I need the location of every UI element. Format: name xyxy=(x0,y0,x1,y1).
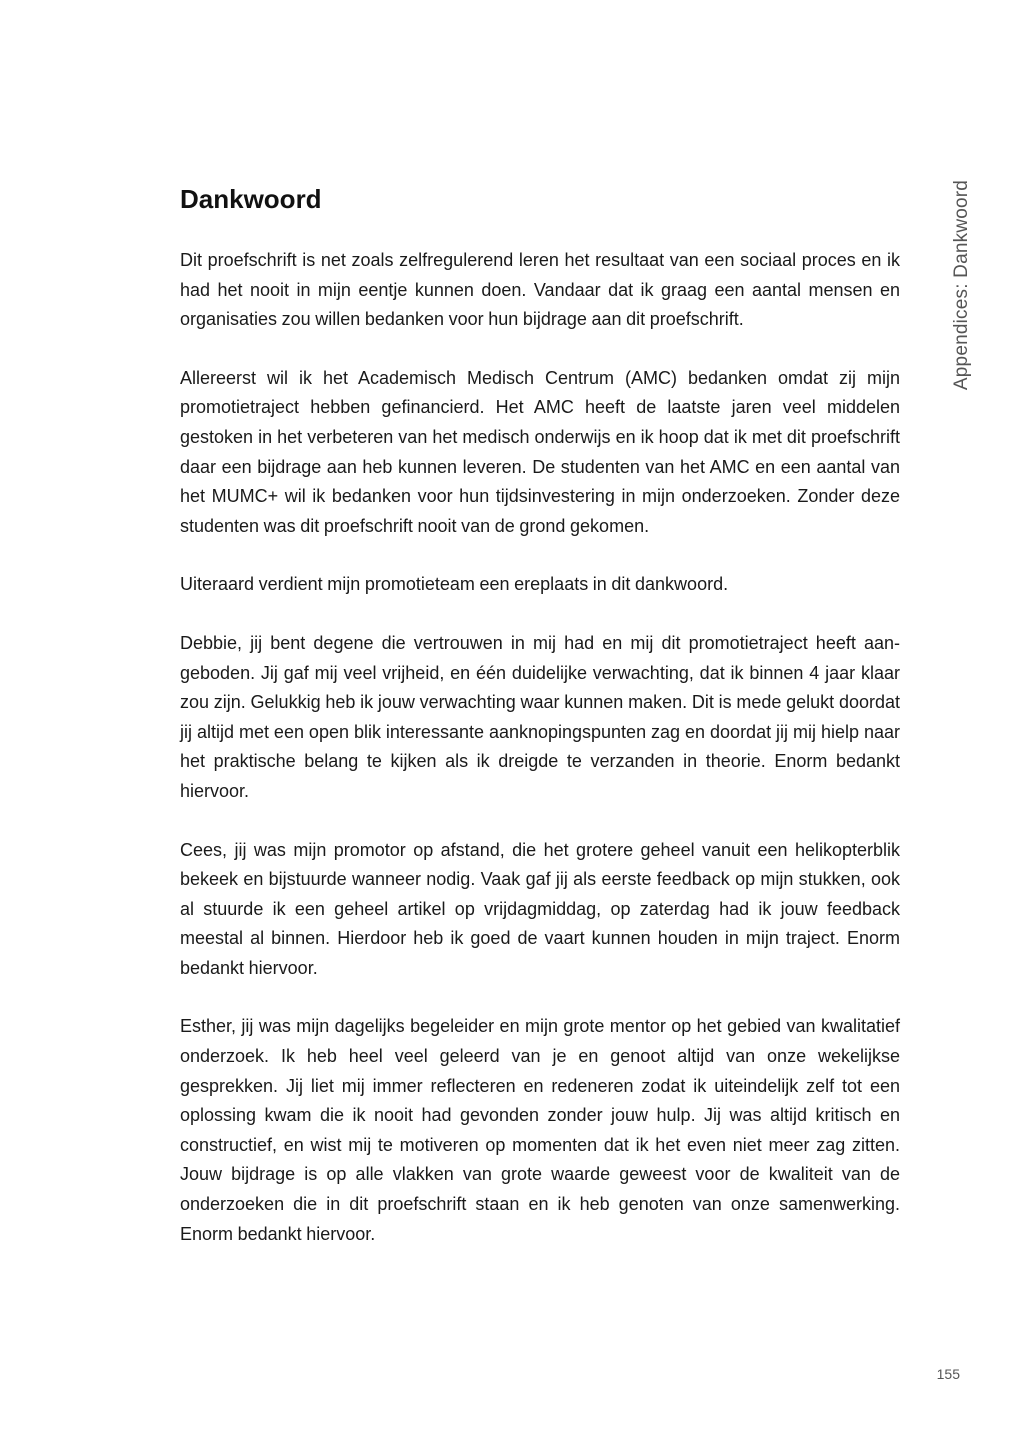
page-content xyxy=(180,182,900,1278)
paragraph-cees: Cees, jij was mijn promotor op afstand, die het grotere geheel vanuit een helikopterblik bekeek en bijstuurde wanneer nodig. Vaak gaf jij als eerste feedback op mijn stukken, ook al stuurde ik een geheel artikel op vrijdagmiddag, op zaterdag had ik jouw feedback meestal al binnen. Hierdoor heb ik goed de vaart kunnen houden in mijn traject. Enorm bedankt hiervoor. xyxy=(180,839,900,978)
page-title: Dankwoord xyxy=(180,184,322,214)
paragraph-promotieteam: Uiteraard verdient mijn promotieteam een ereplaats in dit dankwoord. xyxy=(180,574,729,595)
section-side-label: Appendices: Dankwoord xyxy=(951,179,972,391)
page-number: 155 xyxy=(936,1366,960,1382)
paragraph-amc: Allereerst wil ik het Academisch Medisch Centrum (AMC) bedanken omdat zij mijn promotietraject hebben gefinancierd. Het AMC heeft de laatste jaren veel middelen gestoken in het verbeteren van het medisch onderwijs en ik hoop dat ik met dit proefschrift daar een bijdrage aan heb kunnen leveren. De studenten van het AMC en een aantal van het MUMC+ wil ik bedanken voor hun tijdsinvestering in mijn onderzoeken. Zonder deze studenten was dit proefschrift nooit van de grond gekomen. xyxy=(180,367,900,536)
paragraph-debbie: Debbie, jij bent degene die vertrouwen in mij had en mij dit promotietraject heeft aangeboden. Jij gaf mij veel vrijheid, en één duidelijke verwachting, dat ik binnen 4 jaar klaar zou zijn. Gelukkig heb ik jouw verwachting waar kunnen maken. Dit is mede gelukt doordat jij altijd met een open blik interessante aanknopingspunten zag en doordat jij mij hielp naar het praktische belang te kijken als ik dreigde te verzanden in theorie. Enorm bedankt hiervoor. xyxy=(180,632,900,801)
paragraph-intro: Dit proefschrift is net zoals zelfregulerend leren het resultaat van een sociaal proces en ik had het nooit in mijn eentje kunnen doen. Vandaar dat ik graag een aantal mensen en organisaties zou willen bedanken voor hun bijdrage aan dit proefschrift. xyxy=(180,250,900,330)
paragraph-esther: Esther, jij was mijn dagelijks begeleider en mijn grote mentor op het gebied van kwalitatief onderzoek. Ik heb heel veel geleerd van je en genoot altijd van onze wekelijkse gesprekken. Jij liet mij immer reflecteren en redeneren zodat ik uiteindelijk zelf tot een oplossing kwam die ik nooit had gevonden zonder jouw hulp. Jij was altijd kritisch en constructief, en wist mij te motiveren op momenten dat ik het even niet meer zag zitten. Jouw bijdrage is op alle vlakken van grote waarde geweest voor de kwaliteit van de onderzoeken die in dit proefschrift staan en ik heb genoten van onze samenwerking. Enorm bedankt hiervoor. xyxy=(180,1016,900,1244)
